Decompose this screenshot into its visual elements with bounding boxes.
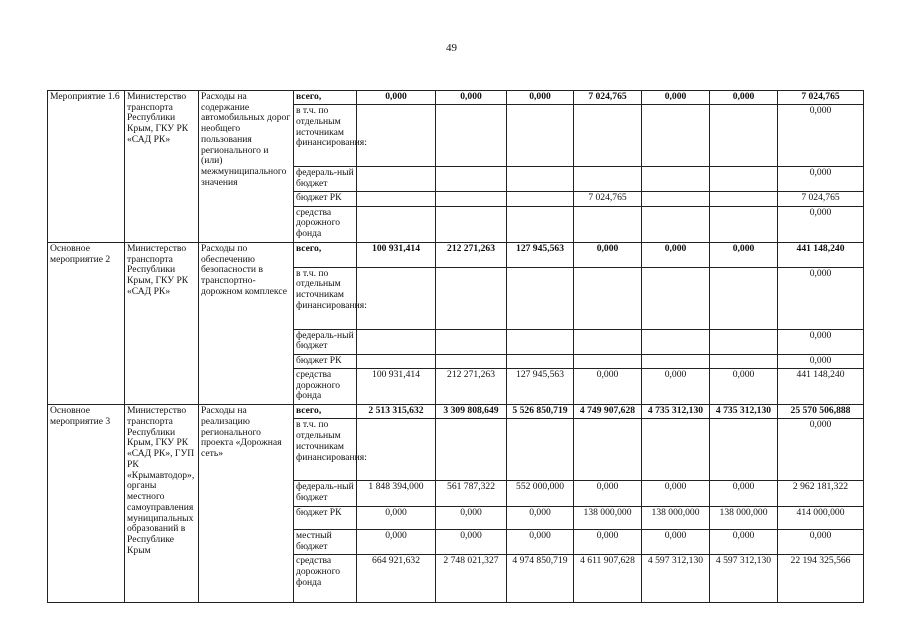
value-cell <box>507 105 574 167</box>
value-cell <box>507 192 574 206</box>
value-cell <box>507 329 574 354</box>
value-cell <box>710 329 778 354</box>
value-cell <box>574 267 642 329</box>
block-executor: Министерство транспорта Республики Крым, ГКУ РК «САД РК» <box>125 91 199 243</box>
value-cell <box>642 206 710 242</box>
value-cell: 127 945,563 <box>507 368 574 404</box>
value-cell: 212 271,263 <box>436 242 507 267</box>
value-cell <box>574 329 642 354</box>
value-cell: 0,000 <box>642 481 710 506</box>
value-cell: 441 148,240 <box>778 368 864 404</box>
row-label: федераль-ный бюджет <box>294 167 357 192</box>
value-cell <box>642 105 710 167</box>
value-cell <box>507 167 574 192</box>
value-cell <box>357 206 436 242</box>
value-cell: 0,000 <box>710 242 778 267</box>
value-cell: 138 000,000 <box>574 506 642 530</box>
row-label: бюджет РК <box>294 192 357 206</box>
value-cell: 0,000 <box>778 354 864 368</box>
value-cell: 0,000 <box>778 105 864 167</box>
value-cell: 0,000 <box>778 329 864 354</box>
value-cell: 7 024,765 <box>574 192 642 206</box>
value-cell <box>357 167 436 192</box>
row-label: бюджет РК <box>294 354 357 368</box>
value-cell: 0,000 <box>357 530 436 555</box>
row-label: в т.ч. по отдельным источникам финансирования: <box>294 419 357 481</box>
block-name: Мероприятие 1.6 <box>48 91 125 243</box>
value-cell: 0,000 <box>357 91 436 105</box>
value-cell <box>642 329 710 354</box>
row-label: всего, <box>294 91 357 105</box>
value-cell <box>710 167 778 192</box>
value-cell <box>436 354 507 368</box>
value-cell <box>574 206 642 242</box>
value-cell: 0,000 <box>507 91 574 105</box>
value-cell <box>642 167 710 192</box>
value-cell: 127 945,563 <box>507 242 574 267</box>
value-cell: 0,000 <box>778 530 864 555</box>
block-description: Расходы на содержание автомобильных дорог необщего пользования регионального и (или) межмуниципального значения <box>199 91 294 243</box>
value-cell <box>642 192 710 206</box>
value-cell <box>357 192 436 206</box>
value-cell <box>507 354 574 368</box>
value-cell: 4 974 850,719 <box>507 555 574 603</box>
block-description: Расходы на реализацию регионального проекта «Дорожная сеть» <box>199 405 294 603</box>
value-cell <box>436 329 507 354</box>
value-cell: 138 000,000 <box>642 506 710 530</box>
table-row <box>48 242 864 267</box>
value-cell <box>436 267 507 329</box>
row-label: бюджет РК <box>294 506 357 530</box>
value-cell <box>507 267 574 329</box>
block-executor: Министерство транспорта Республики Крым, ГКУ РК «САД РК», ГУП РК «Крымавтодор», органы местного самоуправления муниципальных образований в Республике Крым <box>125 405 199 603</box>
value-cell: 0,000 <box>574 530 642 555</box>
value-cell <box>710 267 778 329</box>
block-description: Расходы по обеспечению безопасности в транспортно-дорожном комплексе <box>199 242 294 404</box>
value-cell: 212 271,263 <box>436 368 507 404</box>
value-cell <box>710 206 778 242</box>
row-label: средства дорожного фонда <box>294 555 357 603</box>
value-cell <box>507 419 574 481</box>
value-cell: 0,000 <box>574 242 642 267</box>
value-cell: 0,000 <box>710 530 778 555</box>
value-cell: 4 597 312,130 <box>710 555 778 603</box>
row-label: в т.ч. по отдельным источникам финансирования: <box>294 105 357 167</box>
value-cell: 7 024,765 <box>778 192 864 206</box>
value-cell: 0,000 <box>710 481 778 506</box>
value-cell <box>357 354 436 368</box>
value-cell <box>710 354 778 368</box>
value-cell: 0,000 <box>436 91 507 105</box>
value-cell: 3 309 808,649 <box>436 405 507 419</box>
row-label: средства дорожного фонда <box>294 206 357 242</box>
value-cell: 0,000 <box>357 506 436 530</box>
value-cell: 5 526 850,719 <box>507 405 574 419</box>
value-cell: 100 931,414 <box>357 368 436 404</box>
value-cell: 22 194 325,566 <box>778 555 864 603</box>
value-cell: 0,000 <box>778 267 864 329</box>
value-cell: 0,000 <box>642 368 710 404</box>
page-number: 49 <box>446 42 457 54</box>
budget-table <box>47 90 864 603</box>
value-cell: 100 931,414 <box>357 242 436 267</box>
value-cell <box>642 267 710 329</box>
value-cell: 0,000 <box>574 481 642 506</box>
block-name: Основное мероприятие 3 <box>48 405 125 603</box>
value-cell <box>710 419 778 481</box>
value-cell: 0,000 <box>642 242 710 267</box>
value-cell <box>710 105 778 167</box>
value-cell <box>436 419 507 481</box>
value-cell: 2 962 181,322 <box>778 481 864 506</box>
value-cell <box>436 105 507 167</box>
row-label: федераль-ный бюджет <box>294 481 357 506</box>
value-cell <box>642 354 710 368</box>
value-cell <box>436 206 507 242</box>
value-cell: 4 749 907,628 <box>574 405 642 419</box>
value-cell <box>507 206 574 242</box>
value-cell: 0,000 <box>710 368 778 404</box>
value-cell: 4 597 312,130 <box>642 555 710 603</box>
value-cell: 0,000 <box>710 91 778 105</box>
value-cell: 414 000,000 <box>778 506 864 530</box>
value-cell <box>574 105 642 167</box>
value-cell <box>574 354 642 368</box>
value-cell <box>574 167 642 192</box>
value-cell: 561 787,322 <box>436 481 507 506</box>
value-cell: 664 921,632 <box>357 555 436 603</box>
block-name: Основное мероприятие 2 <box>48 242 125 404</box>
block-executor: Министерство транспорта Республики Крым, ГКУ РК «САД РК» <box>125 242 199 404</box>
value-cell: 0,000 <box>507 506 574 530</box>
table-row <box>48 405 864 419</box>
value-cell <box>574 419 642 481</box>
value-cell <box>710 192 778 206</box>
value-cell: 441 148,240 <box>778 242 864 267</box>
value-cell: 1 848 394,000 <box>357 481 436 506</box>
row-label: всего, <box>294 405 357 419</box>
value-cell: 138 000,000 <box>710 506 778 530</box>
value-cell: 0,000 <box>778 167 864 192</box>
row-label: в т.ч. по отдельным источникам финансирования: <box>294 267 357 329</box>
value-cell: 7 024,765 <box>574 91 642 105</box>
value-cell: 552 000,000 <box>507 481 574 506</box>
value-cell <box>436 167 507 192</box>
value-cell: 2 513 315,632 <box>357 405 436 419</box>
value-cell: 2 748 021,327 <box>436 555 507 603</box>
value-cell: 7 024,765 <box>778 91 864 105</box>
value-cell: 0,000 <box>778 206 864 242</box>
value-cell <box>357 419 436 481</box>
value-cell: 0,000 <box>436 530 507 555</box>
row-label: местный бюджет <box>294 530 357 555</box>
value-cell <box>642 419 710 481</box>
value-cell: 4 611 907,628 <box>574 555 642 603</box>
value-cell: 25 570 506,888 <box>778 405 864 419</box>
row-label: средства дорожного фонда <box>294 368 357 404</box>
row-label: всего, <box>294 242 357 267</box>
value-cell: 0,000 <box>507 530 574 555</box>
value-cell <box>436 192 507 206</box>
value-cell: 0,000 <box>778 419 864 481</box>
table-row <box>48 91 864 105</box>
value-cell <box>357 329 436 354</box>
row-label: федераль-ный бюджет <box>294 329 357 354</box>
value-cell <box>357 267 436 329</box>
value-cell: 0,000 <box>436 506 507 530</box>
value-cell: 0,000 <box>574 368 642 404</box>
value-cell: 0,000 <box>642 91 710 105</box>
value-cell: 0,000 <box>642 530 710 555</box>
value-cell <box>357 105 436 167</box>
value-cell: 4 735 312,130 <box>710 405 778 419</box>
value-cell: 4 735 312,130 <box>642 405 710 419</box>
